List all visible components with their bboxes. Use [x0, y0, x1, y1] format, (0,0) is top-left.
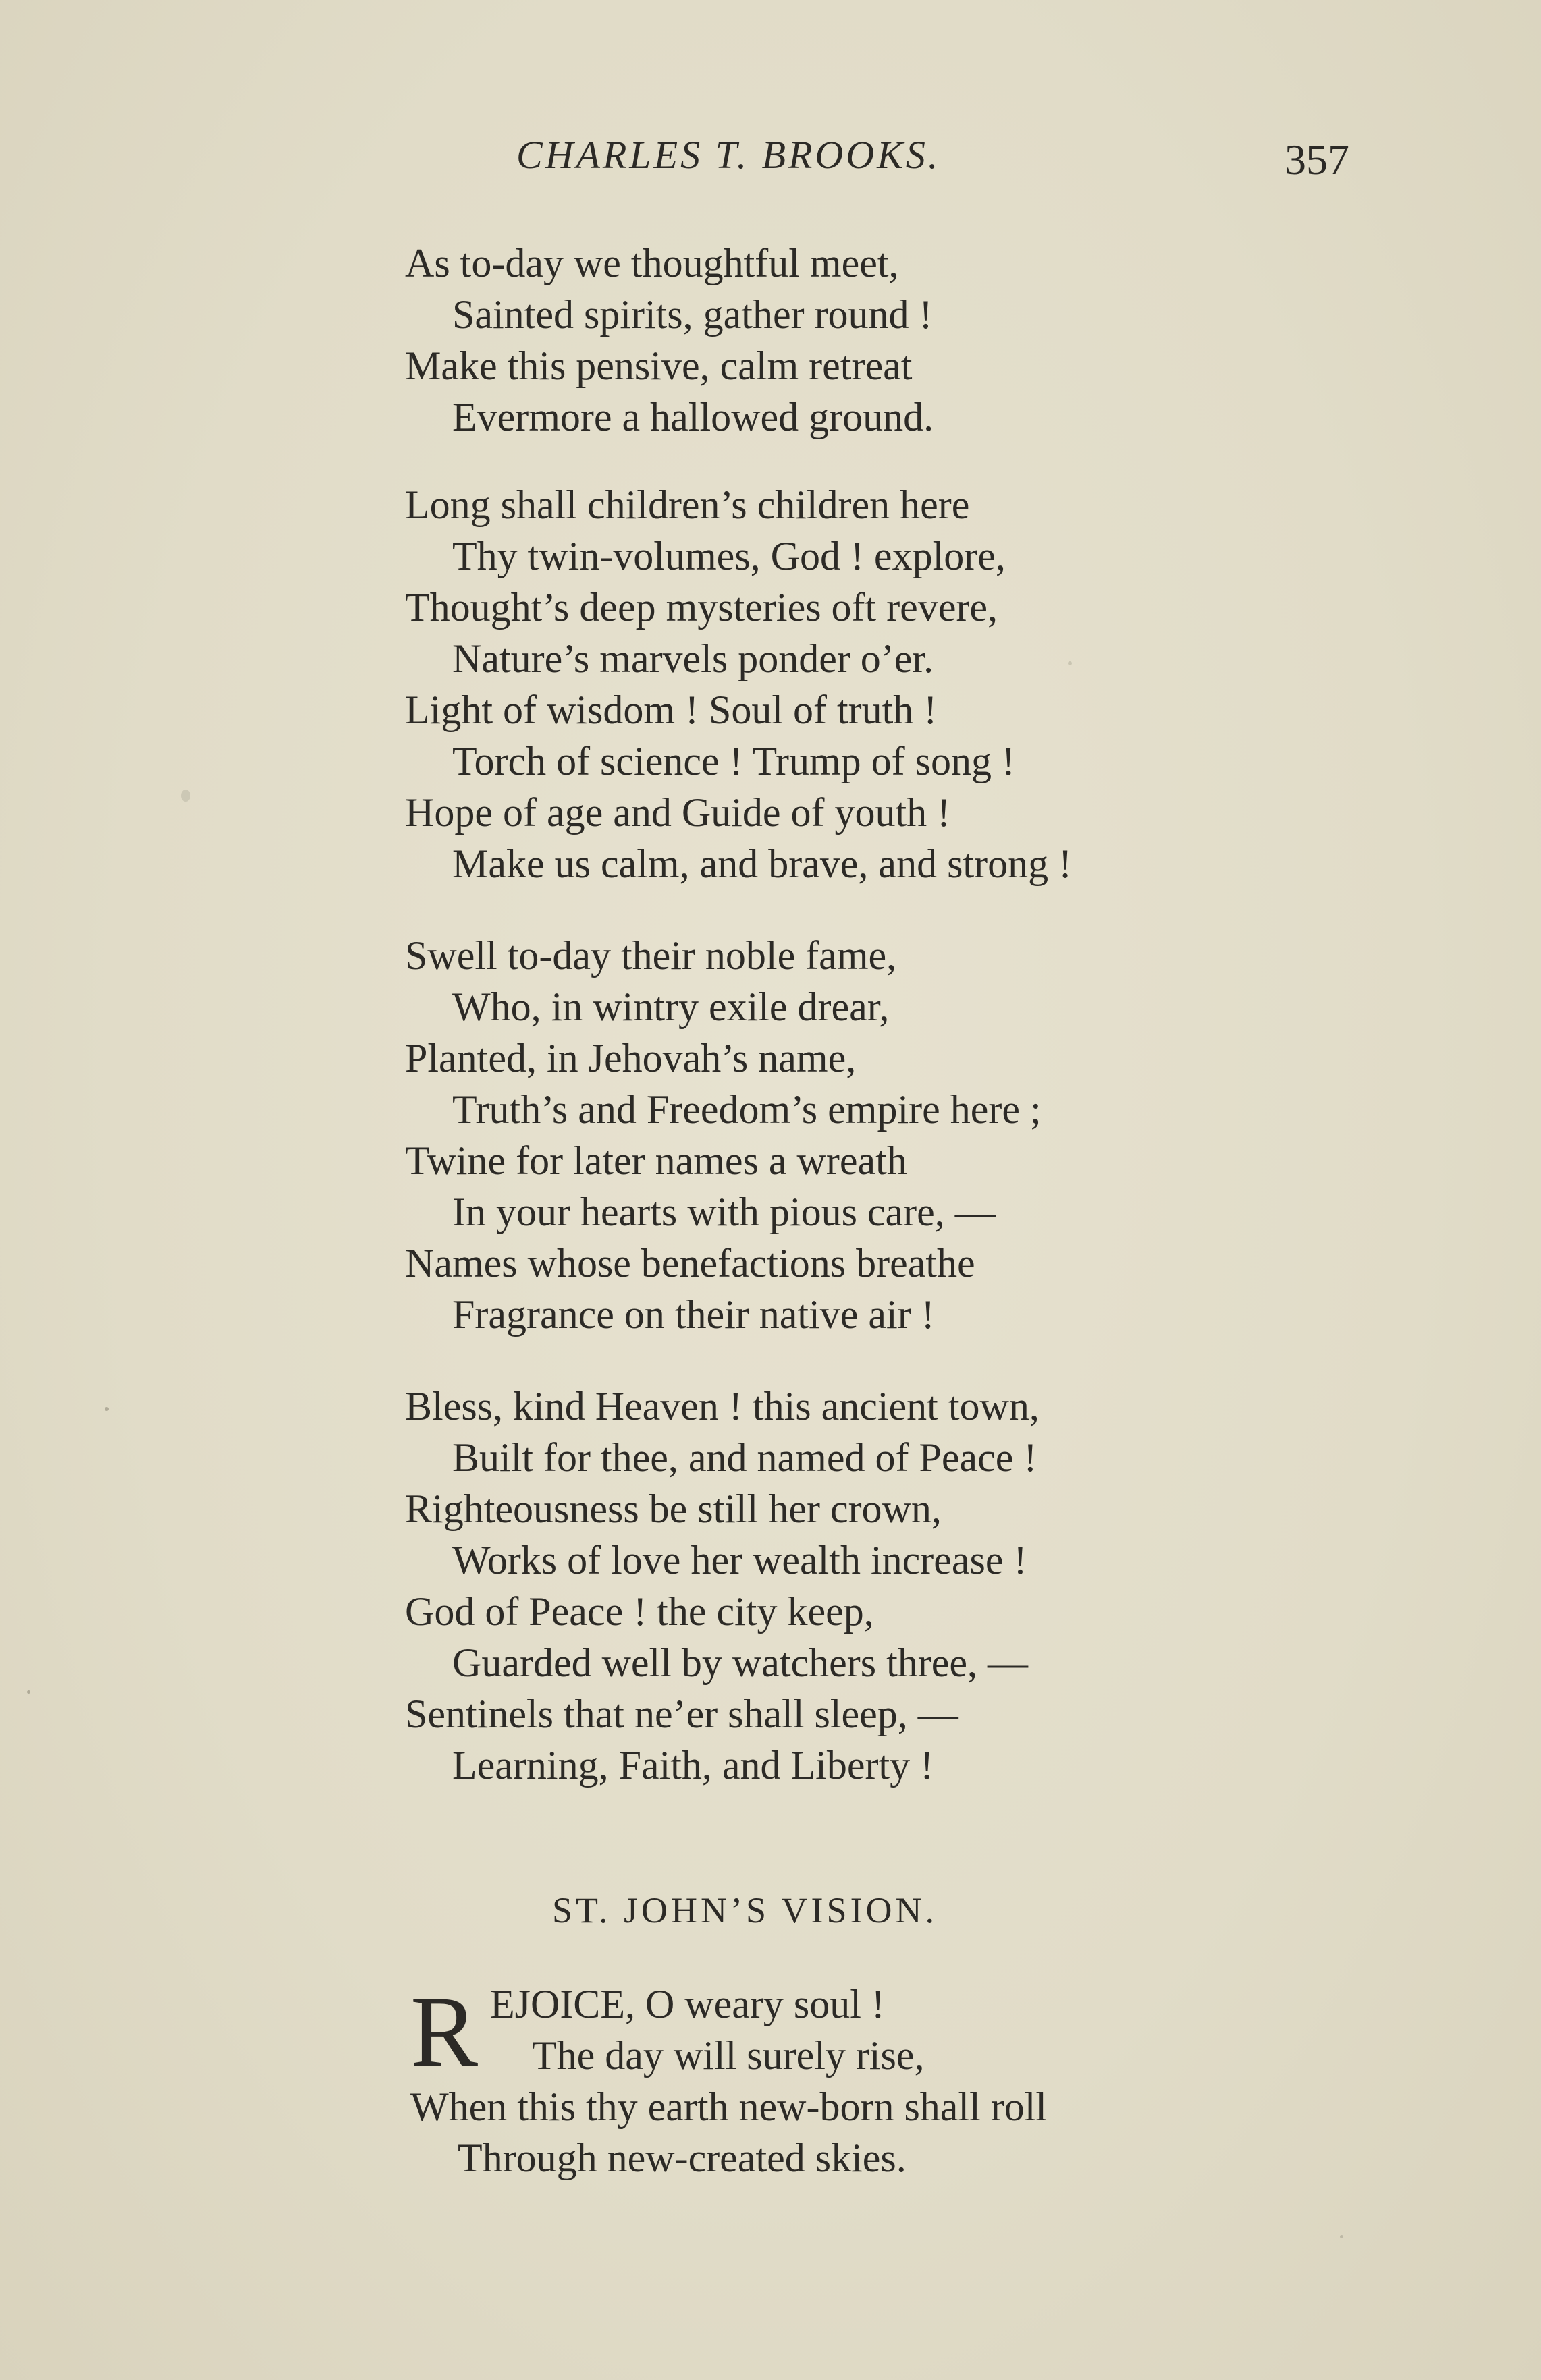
poem-line: Fragrance on their native air !	[452, 1292, 935, 1337]
stanza-1	[405, 238, 934, 443]
stanza-2	[405, 479, 1072, 889]
poem-line: Torch of science ! Trump of song !	[452, 739, 1015, 783]
poem-line: Nature’s marvels ponder o’er.	[452, 636, 934, 681]
poem-line: Guarded well by watchers three, —	[452, 1640, 1029, 1685]
poem-line: Planted, in Jehovah’s name,	[405, 1036, 857, 1080]
poem-line: Who, in wintry exile drear,	[452, 985, 890, 1029]
poem-line: Make us calm, and brave, and strong !	[452, 841, 1073, 886]
running-header-title: CHARLES T. BROOKS.	[516, 133, 941, 177]
poem-line: Hope of age and Guide of youth !	[405, 790, 951, 835]
poem-line: Bless, kind Heaven ! this ancient town,	[405, 1384, 1039, 1429]
poem-line: Righteousness be still her crown,	[405, 1487, 942, 1531]
paper-speck	[27, 1690, 30, 1694]
stanza-5	[410, 1978, 1047, 2184]
poem-line: In your hearts with pious care, —	[452, 1190, 996, 1234]
poem-line: Through new-created skies.	[458, 2136, 907, 2180]
poem-line: Evermore a hallowed ground.	[452, 395, 934, 439]
drop-cap: R	[410, 1976, 479, 2088]
poem-line: Works of love her wealth increase !	[452, 1538, 1027, 1582]
poem-line: As to-day we thoughtful meet,	[405, 241, 899, 285]
paper-speck	[181, 790, 190, 802]
poem-line: Sainted spirits, gather round !	[452, 292, 933, 337]
poem-line: God of Peace ! the city keep,	[405, 1589, 874, 1634]
poem-line: Thy twin-volumes, God ! explore,	[452, 534, 1006, 578]
paper-speck	[105, 1407, 109, 1411]
poem-line: EJOICE, O weary soul !	[490, 1982, 885, 2026]
paper-speck	[1068, 661, 1072, 665]
poem-line: Names whose benefactions breathe	[405, 1241, 975, 1285]
paper-speck	[1340, 2235, 1343, 2238]
poem-line: Long shall children’s children here	[405, 482, 970, 527]
poem-line: Swell to-day their noble fame,	[405, 933, 897, 978]
poem-line: Built for thee, and named of Peace !	[452, 1435, 1037, 1480]
stanza-3	[405, 930, 1042, 1340]
poem-title: ST. JOHN’S VISION.	[552, 1890, 938, 1931]
poem-line: Light of wisdom ! Soul of truth !	[405, 688, 938, 732]
poem-line: When this thy earth new-born shall roll	[410, 2084, 1048, 2129]
poem-line: Make this pensive, calm retreat	[405, 343, 913, 388]
poem-line: Twine for later names a wreath	[405, 1138, 907, 1183]
page-number: 357	[1285, 136, 1349, 184]
poem-line: Sentinels that ne’er shall sleep, —	[405, 1692, 958, 1736]
poem-line: Thought’s deep mysteries oft revere,	[405, 585, 998, 630]
stanza-4	[405, 1381, 1039, 1791]
poem-line: Learning, Faith, and Liberty !	[452, 1743, 934, 1788]
poem-line: The day will surely rise,	[532, 2033, 925, 2078]
poem-line: Truth’s and Freedom’s empire here ;	[452, 1087, 1042, 1132]
